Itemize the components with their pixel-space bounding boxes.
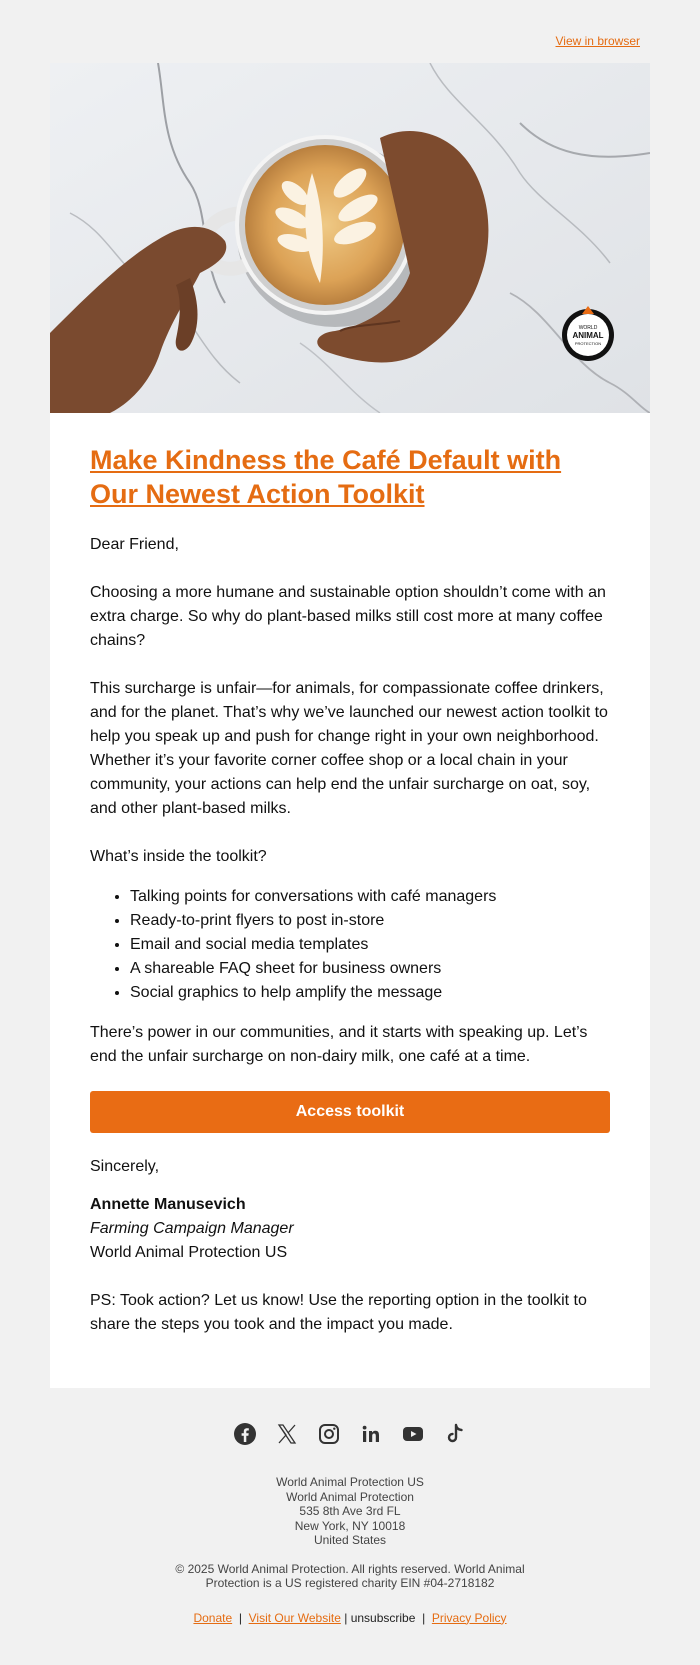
x-icon[interactable] xyxy=(275,1422,299,1446)
tiktok-icon[interactable] xyxy=(443,1422,467,1446)
copyright: © 2025 World Animal Protection. All rights reserved. World Animal Protection is a US registered charity EIN #04-2718182 xyxy=(175,1561,525,1590)
instagram-icon[interactable] xyxy=(317,1422,341,1446)
list-item: • Ready-to-print flyers to post in-store xyxy=(130,909,610,933)
visit-website-link[interactable]: Visit Our Website xyxy=(248,1610,341,1625)
paragraph-2: This surcharge is unfair—for animals, for compassionate coffee drinkers, and for the planet. That’s why we’ve launched our newest action toolkit to help you speak up and push for change right in your own neighborhood. Whether it’s your favorite corner coffee shop or a local chain in your community, your actions can help end the unfair surcharge on oat, soy, and other plant-based milks. xyxy=(90,680,608,817)
separator: | xyxy=(238,1610,242,1625)
paragraph-1: Choosing a more humane and sustainable option shouldn’t come with an extra charge. So why do plant-based milks still cost more at many coffee chains? xyxy=(90,584,606,649)
signature-title: Farming Campaign Manager xyxy=(90,1220,294,1237)
logo-text-animal: ANIMAL xyxy=(572,331,604,340)
footer-links xyxy=(0,1611,700,1626)
social-icons xyxy=(0,1422,700,1446)
hero-image xyxy=(50,63,650,413)
toolkit-list xyxy=(90,885,610,1005)
list-item: • Email and social media templates xyxy=(130,933,610,957)
greeting: Dear Friend, xyxy=(90,536,179,553)
address-line: 535 8th Ave 3rd FL xyxy=(299,1504,401,1518)
address-line: World Animal Protection US xyxy=(276,1475,424,1489)
logo-text-protection: PROTECTION xyxy=(574,341,602,346)
list-item: • Talking points for conversations with café managers xyxy=(130,885,610,909)
coffee-hands-illustration xyxy=(50,63,650,413)
list-item: • A shareable FAQ sheet for business owners xyxy=(130,957,610,981)
donate-link[interactable]: Donate xyxy=(193,1610,233,1625)
access-toolkit-button[interactable]: Access toolkit xyxy=(90,1091,610,1133)
address-line: New York, NY 10018 xyxy=(294,1518,406,1533)
separator: | xyxy=(344,1610,348,1625)
headline-link[interactable]: Make Kindness the Café Default with Our Newest Action Toolkit xyxy=(90,445,562,509)
sign-off: Sincerely, xyxy=(90,1158,160,1175)
signature-name: Annette Manusevich xyxy=(90,1196,246,1213)
linkedin-icon[interactable] xyxy=(359,1422,383,1446)
paragraph-3: There’s power in our communities, and it starts with speaking up. Let’s end the unfair surcharge on non-dairy milk, one café at a time. xyxy=(90,1024,588,1065)
youtube-icon[interactable] xyxy=(401,1422,425,1446)
signature-org: World Animal Protection US xyxy=(90,1244,288,1261)
list-item: • Social graphics to help amplify the message xyxy=(130,981,610,1005)
unsubscribe-link[interactable]: unsubscribe xyxy=(350,1610,416,1625)
separator: | xyxy=(422,1610,426,1625)
privacy-policy-link[interactable]: Privacy Policy xyxy=(431,1610,507,1625)
address-line: World Animal Protection xyxy=(286,1489,414,1504)
postscript: PS: Took action? Let us know! Use the reporting option in the toolkit to share the steps you took and the impact you made. xyxy=(90,1292,587,1333)
logo-text-world: WORLD xyxy=(578,325,598,331)
toolkit-heading: What’s inside the toolkit? xyxy=(90,848,267,865)
footer xyxy=(0,1475,700,1625)
email-card xyxy=(50,413,650,1388)
facebook-icon[interactable] xyxy=(233,1422,257,1446)
view-in-browser-link[interactable]: View in browser xyxy=(555,34,640,48)
address-line: United States xyxy=(313,1533,387,1547)
